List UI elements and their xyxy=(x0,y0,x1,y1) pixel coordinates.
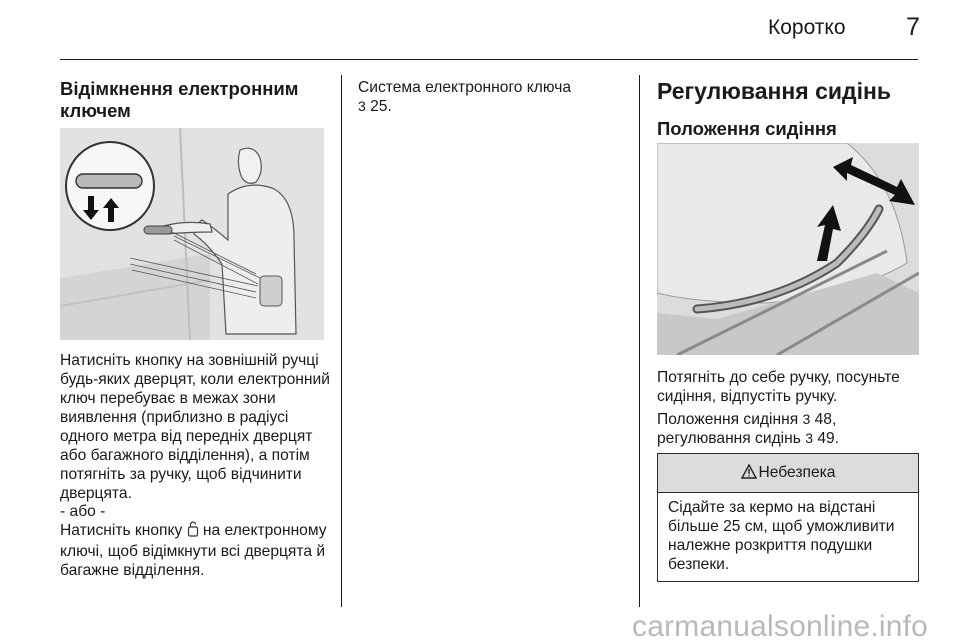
danger-warning-box xyxy=(657,453,919,582)
seat-ref1-page: 48, xyxy=(810,411,837,428)
warning-triangle-icon xyxy=(741,456,757,494)
seat-ref2-page: 49. xyxy=(813,430,840,447)
seat-ref2-text: регулювання сидінь xyxy=(657,430,806,447)
seat-adjustment-illustration xyxy=(657,143,919,355)
keyless-unlock-illustration xyxy=(60,128,324,340)
key-button-text-end: на електронному ключі, щоб відімкнути всі дверцята й багажне відділення. xyxy=(60,522,327,579)
cross-reference-text: Система електронного ключа xyxy=(358,79,572,96)
warning-text: Сідайте за кермо на відстані більше 25 см, щоб уможливити належне розкриття подушки безпеки. xyxy=(668,499,895,573)
page-ref-arrow-icon: 3 xyxy=(358,98,366,114)
key-button-paragraph xyxy=(60,521,332,580)
seat-ref1-text: Положення сидіння xyxy=(657,411,803,428)
cross-reference-page: 25. xyxy=(365,98,392,115)
unlock-instructions-paragraph: Натисніть кнопку на зовнішній ручці будь-яких дверцят, коли електронний ключ перебуває в межах зони виявлення (приблизно в радіусі одного метра від передніх дверцят або багажного відділення), а потім потягніть за ручку, щоб відчинити дверцята. xyxy=(60,352,330,502)
column-divider-2 xyxy=(639,75,640,607)
or-separator: - або - xyxy=(60,503,106,520)
page-ref-arrow-icon: 3 xyxy=(802,411,811,427)
page-ref-arrow-icon: 3 xyxy=(805,430,813,446)
cross-reference-paragraph xyxy=(358,78,628,116)
running-header-title: Коротко xyxy=(768,16,846,39)
unlock-key-icon xyxy=(187,521,199,542)
subheading-seat-position: Положення сидіння xyxy=(657,118,837,139)
header-rule xyxy=(60,59,918,60)
section-heading-keyless-unlock: Відімкнення електронним ключем xyxy=(60,78,299,121)
section-heading-seat-adjustment: Регулювання сидінь xyxy=(657,78,892,104)
warning-header xyxy=(658,454,918,493)
column-divider-1 xyxy=(341,75,342,607)
seat-instructions-paragraph: Потягніть до себе ручку, посуньте сидіння, відпустіть ручку. xyxy=(657,369,900,405)
footer-watermark: carmanualsonline.info xyxy=(632,610,929,643)
warning-title: Небезпека xyxy=(758,464,836,481)
page-number: 7 xyxy=(906,13,920,41)
seat-references xyxy=(657,410,919,448)
key-button-text-start: Натисніть кнопку xyxy=(60,522,187,539)
